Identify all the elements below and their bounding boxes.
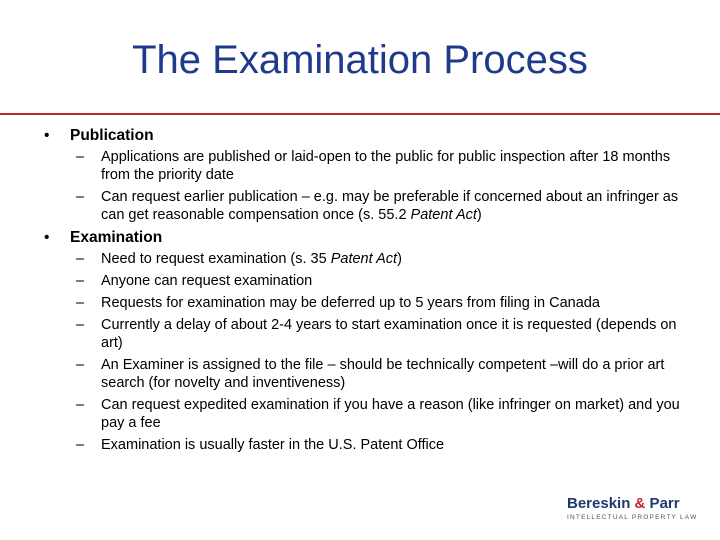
slide-content (44, 126, 684, 458)
list-item-after: ) (476, 207, 482, 223)
dash-icon: – (76, 397, 85, 413)
logo-tagline: INTELLECTUAL PROPERTY LAW (567, 514, 698, 521)
dash-icon: – (76, 437, 85, 453)
list-item (44, 356, 684, 392)
list-item-after: ) (397, 251, 402, 267)
logo-name-part2: Parr (645, 495, 680, 512)
logo-ampersand: & (634, 495, 646, 512)
list-item (44, 148, 684, 184)
list-item-text: Can request expedited examination if you have a reason (like infringer on market) and you pay a fee (101, 397, 680, 431)
bullet-dot-icon: • (44, 127, 50, 144)
list-item-text: Currently a delay of about 2-4 years to start examination once it is requested (depends on art) (101, 317, 677, 351)
list-item-text: Anyone can request examination (101, 273, 313, 289)
list-item (44, 316, 684, 352)
publication-sub-list (44, 148, 684, 224)
list-item (44, 436, 684, 454)
list-item-italic: Patent Act (330, 251, 398, 267)
dash-icon: – (76, 273, 85, 289)
dash-icon: – (76, 317, 85, 333)
bullet-dot-icon: • (44, 229, 50, 246)
list-item-text: Examination is usually faster in the U.S. Patent Office (101, 437, 445, 453)
title-divider (0, 113, 720, 115)
list-item-text: Applications are published or laid-open to the public for public inspection after 18 months from the priority date (101, 149, 671, 183)
logo-name-part1: Bereskin (567, 495, 635, 512)
bullet-examination (44, 228, 684, 248)
examination-sub-list (44, 250, 684, 454)
dash-icon: – (76, 189, 85, 205)
list-item-text: Can request earlier publication – e.g. may be preferable if concerned about an infringer as can get reasonable compensation once (s. 55.2 (101, 189, 679, 223)
dash-icon: – (76, 357, 85, 373)
list-item-italic: Patent Act (410, 207, 477, 223)
list-item (44, 188, 684, 224)
list-item (44, 250, 684, 268)
list-item-text: Need to request examination (s. 35 (101, 251, 331, 267)
slide-title: The Examination Process (132, 38, 588, 82)
logo-name (567, 495, 687, 513)
list-item-text: Requests for examination may be deferred up to 5 years from filing in Canada (101, 295, 600, 311)
dash-icon: – (76, 149, 85, 165)
list-item (44, 396, 684, 432)
list-item (44, 272, 684, 290)
bullet-heading: Examination (70, 229, 163, 246)
firm-logo (567, 495, 698, 523)
dash-icon: – (76, 295, 85, 311)
list-item-text: An Examiner is assigned to the file – should be technically competent –will do a prior art search (for novelty and inventiveness) (101, 357, 665, 391)
bullet-heading: Publication (70, 127, 154, 144)
list-item (44, 294, 684, 312)
dash-icon: – (76, 251, 85, 267)
bullet-publication (44, 126, 684, 146)
